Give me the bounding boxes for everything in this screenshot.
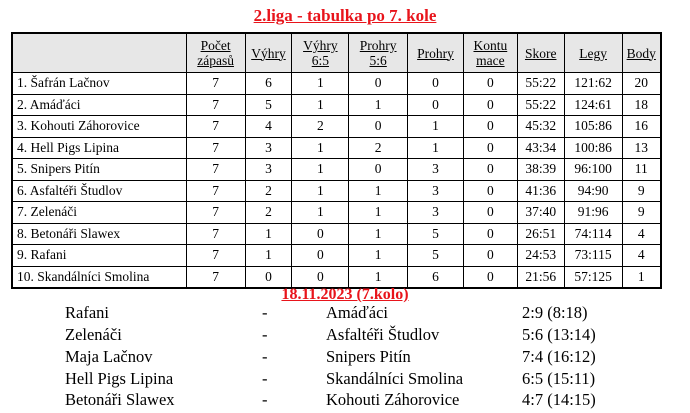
cell-losses: 3 — [408, 159, 464, 181]
cell-played: 7 — [186, 223, 245, 245]
cell-forfeits: 0 — [463, 223, 517, 245]
cell-forfeits: 0 — [463, 116, 517, 138]
cell-played: 7 — [186, 137, 245, 159]
cell-forfeits: 0 — [463, 73, 517, 95]
table-row — [12, 245, 661, 267]
header-legs: Legy — [564, 33, 622, 73]
cell-wins: 1 — [245, 223, 292, 245]
cell-points: 1 — [622, 266, 661, 288]
cell-points: 9 — [622, 202, 661, 224]
table-row — [12, 116, 661, 138]
match-home-team: Rafani — [65, 303, 109, 322]
table-row — [12, 223, 661, 245]
match-home-team: Betonáři Slawex — [65, 390, 175, 409]
cell-team: 8. Betonáři Slawex — [12, 223, 186, 245]
cell-wins-6-5: 1 — [292, 159, 349, 181]
match-dash: - — [262, 325, 268, 344]
cell-played: 7 — [186, 180, 245, 202]
cell-points: 9 — [622, 180, 661, 202]
match-dash: - — [262, 390, 268, 409]
cell-wins: 2 — [245, 180, 292, 202]
table-header-row — [12, 33, 661, 73]
match-home-team: Hell Pigs Lipina — [65, 369, 174, 388]
cell-played: 7 — [186, 73, 245, 95]
cell-forfeits: 0 — [463, 202, 517, 224]
table-row — [12, 180, 661, 202]
match-away-team: Skandálníci Smolina — [326, 369, 464, 388]
cell-losses-5-6: 1 — [349, 94, 408, 116]
cell-forfeits: 0 — [463, 266, 517, 288]
page-title-text: 2.liga - tabulka po 7. kole — [253, 6, 437, 25]
cell-played: 7 — [186, 266, 245, 288]
match-home-team: Zelenáči — [65, 325, 122, 344]
match-row — [0, 347, 690, 369]
cell-team: 2. Amáďáci — [12, 94, 186, 116]
match-dash: - — [262, 303, 268, 322]
cell-score: 26:51 — [517, 223, 564, 245]
cell-score: 37:40 — [517, 202, 564, 224]
cell-legs: 96:100 — [564, 159, 622, 181]
cell-losses-5-6: 0 — [349, 116, 408, 138]
cell-wins: 2 — [245, 202, 292, 224]
cell-legs: 124:61 — [564, 94, 622, 116]
cell-score: 41:36 — [517, 180, 564, 202]
match-score: 6:5 (15:11) — [522, 369, 596, 388]
cell-team: 4. Hell Pigs Lipina — [12, 137, 186, 159]
round-title-text: 18.11.2023 (7.kolo) — [281, 286, 409, 303]
cell-wins-6-5: 0 — [292, 223, 349, 245]
header-losses: Prohry — [408, 33, 464, 73]
cell-wins-6-5: 2 — [292, 116, 349, 138]
cell-points: 4 — [622, 223, 661, 245]
cell-legs: 57:125 — [564, 266, 622, 288]
cell-team: 3. Kohouti Záhorovice — [12, 116, 186, 138]
cell-played: 7 — [186, 202, 245, 224]
cell-score: 21:56 — [517, 266, 564, 288]
cell-legs: 100:86 — [564, 137, 622, 159]
header-forfeits: Kontu mace — [463, 33, 517, 73]
cell-losses: 0 — [408, 73, 464, 95]
cell-losses-5-6: 1 — [349, 223, 408, 245]
cell-score: 24:53 — [517, 245, 564, 267]
match-score: 7:4 (16:12) — [522, 347, 596, 366]
cell-losses: 0 — [408, 94, 464, 116]
cell-team: 9. Rafani — [12, 245, 186, 267]
cell-legs: 121:62 — [564, 73, 622, 95]
cell-losses-5-6: 1 — [349, 202, 408, 224]
cell-wins: 3 — [245, 137, 292, 159]
match-dash: - — [262, 369, 268, 388]
cell-played: 7 — [186, 116, 245, 138]
cell-played: 7 — [186, 94, 245, 116]
match-away-team: Amáďáci — [326, 303, 388, 322]
header-score: Skore — [517, 33, 564, 73]
header-team — [12, 33, 186, 73]
cell-losses-5-6: 1 — [349, 245, 408, 267]
header-wins: Výhry — [245, 33, 292, 73]
round-title — [0, 286, 690, 304]
cell-score: 45:32 — [517, 116, 564, 138]
match-dash: - — [262, 347, 268, 366]
cell-wins-6-5: 1 — [292, 137, 349, 159]
cell-legs: 94:90 — [564, 180, 622, 202]
cell-wins: 6 — [245, 73, 292, 95]
cell-losses-5-6: 0 — [349, 73, 408, 95]
cell-wins: 0 — [245, 266, 292, 288]
cell-wins-6-5: 1 — [292, 180, 349, 202]
cell-points: 13 — [622, 137, 661, 159]
match-score: 5:6 (13:14) — [522, 325, 596, 344]
cell-wins: 3 — [245, 159, 292, 181]
cell-forfeits: 0 — [463, 245, 517, 267]
cell-team: 6. Asfaltéři Študlov — [12, 180, 186, 202]
cell-forfeits: 0 — [463, 180, 517, 202]
standings-table — [11, 32, 662, 289]
cell-wins-6-5: 1 — [292, 94, 349, 116]
cell-score: 55:22 — [517, 73, 564, 95]
cell-wins-6-5: 0 — [292, 266, 349, 288]
table-row — [12, 137, 661, 159]
header-losses-5-6: Prohry 5:6 — [349, 33, 408, 73]
table-row — [12, 202, 661, 224]
cell-losses-5-6: 0 — [349, 159, 408, 181]
cell-score: 43:34 — [517, 137, 564, 159]
cell-points: 18 — [622, 94, 661, 116]
match-away-team: Asfaltéři Študlov — [326, 325, 440, 344]
cell-score: 38:39 — [517, 159, 564, 181]
match-row — [0, 303, 690, 325]
cell-forfeits: 0 — [463, 159, 517, 181]
header-wins-6-5: Výhry 6:5 — [292, 33, 349, 73]
table-row — [12, 159, 661, 181]
cell-team: 5. Snipers Pitín — [12, 159, 186, 181]
cell-losses: 6 — [408, 266, 464, 288]
table-row — [12, 266, 661, 288]
cell-losses-5-6: 1 — [349, 266, 408, 288]
match-home-team: Maja Lačnov — [65, 347, 153, 366]
cell-points: 20 — [622, 73, 661, 95]
cell-team: 7. Zelenáči — [12, 202, 186, 224]
cell-legs: 91:96 — [564, 202, 622, 224]
cell-losses: 5 — [408, 245, 464, 267]
match-score: 2:9 (8:18) — [522, 303, 588, 322]
cell-points: 16 — [622, 116, 661, 138]
table-row — [12, 73, 661, 95]
cell-wins: 5 — [245, 94, 292, 116]
cell-losses: 1 — [408, 137, 464, 159]
cell-legs: 74:114 — [564, 223, 622, 245]
cell-losses: 3 — [408, 180, 464, 202]
match-score: 4:7 (14:15) — [522, 390, 596, 409]
header-points: Body — [622, 33, 661, 73]
match-row — [0, 369, 690, 391]
cell-forfeits: 0 — [463, 137, 517, 159]
page-title — [0, 6, 690, 26]
cell-team: 1. Šafrán Lačnov — [12, 73, 186, 95]
match-row — [0, 325, 690, 347]
cell-wins: 4 — [245, 116, 292, 138]
cell-wins: 1 — [245, 245, 292, 267]
cell-losses-5-6: 1 — [349, 180, 408, 202]
cell-legs: 73:115 — [564, 245, 622, 267]
match-away-team: Kohouti Záhorovice — [326, 390, 460, 409]
cell-losses: 1 — [408, 116, 464, 138]
cell-wins-6-5: 0 — [292, 245, 349, 267]
table-row — [12, 94, 661, 116]
cell-losses: 3 — [408, 202, 464, 224]
cell-forfeits: 0 — [463, 94, 517, 116]
cell-wins-6-5: 1 — [292, 202, 349, 224]
cell-points: 4 — [622, 245, 661, 267]
match-row — [0, 390, 690, 412]
cell-legs: 105:86 — [564, 116, 622, 138]
cell-losses-5-6: 2 — [349, 137, 408, 159]
cell-losses: 5 — [408, 223, 464, 245]
cell-played: 7 — [186, 245, 245, 267]
cell-team: 10. Skandálníci Smolina — [12, 266, 186, 288]
cell-wins-6-5: 1 — [292, 73, 349, 95]
cell-score: 55:22 — [517, 94, 564, 116]
header-played: Počet zápasů — [186, 33, 245, 73]
cell-points: 11 — [622, 159, 661, 181]
cell-played: 7 — [186, 159, 245, 181]
match-away-team: Snipers Pitín — [326, 347, 411, 366]
